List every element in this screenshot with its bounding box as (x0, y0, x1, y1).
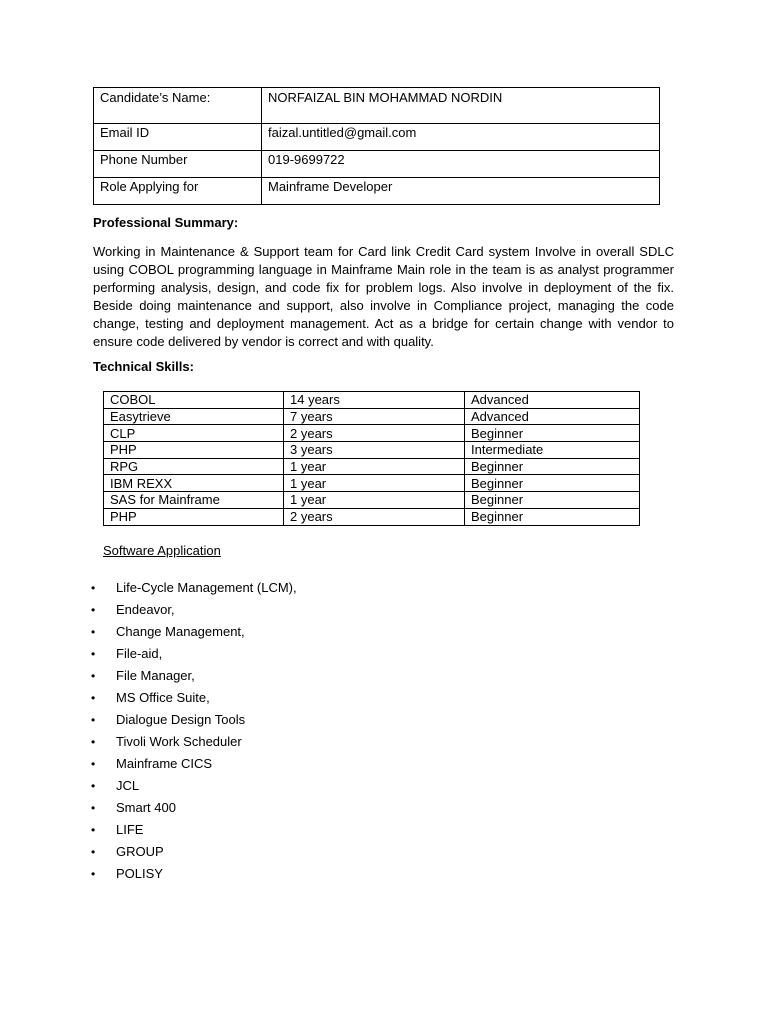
skill-years-cell: 7 years (284, 408, 465, 425)
skill-row (104, 392, 640, 409)
candidate-name-label: Candidate’s Name: (94, 88, 262, 124)
role-row (94, 178, 660, 205)
bullet-icon: • (91, 801, 96, 815)
bullet-icon: • (91, 845, 96, 859)
skill-row (104, 475, 640, 492)
software-item-label: Tivoli Work Scheduler (116, 734, 242, 749)
skill-row (104, 508, 640, 525)
skill-years-cell: 2 years (284, 425, 465, 442)
skill-level-cell: Intermediate (465, 442, 640, 459)
email-label: Email ID (94, 124, 262, 151)
phone-value: 019-9699722 (262, 151, 660, 178)
skill-level-cell: Advanced (465, 408, 640, 425)
skill-row (104, 408, 640, 425)
bullet-icon: • (91, 581, 96, 595)
skill-years-cell: 1 year (284, 475, 465, 492)
skill-level-cell: Beginner (465, 458, 640, 475)
skill-skill-cell: CLP (104, 425, 284, 442)
skill-row (104, 492, 640, 509)
software-item-label: Change Management, (116, 624, 245, 639)
software-application-heading: Software Application (103, 543, 221, 558)
bullet-icon: • (91, 647, 96, 661)
software-item-label: JCL (116, 778, 140, 793)
skill-skill-cell: COBOL (104, 392, 284, 409)
skill-skill-cell: PHP (104, 508, 284, 525)
software-item-label: Mainframe CICS (116, 756, 213, 771)
software-item-label: Dialogue Design Tools (116, 712, 246, 727)
skill-level-cell: Advanced (465, 392, 640, 409)
bullet-icon: • (91, 713, 96, 727)
skill-level-cell: Beginner (465, 425, 640, 442)
software-item-label: LIFE (116, 822, 144, 837)
skill-years-cell: 2 years (284, 508, 465, 525)
skill-skill-cell: PHP (104, 442, 284, 459)
skill-skill-cell: RPG (104, 458, 284, 475)
skill-row (104, 458, 640, 475)
skill-level-cell: Beginner (465, 492, 640, 509)
bullet-icon: • (91, 867, 96, 881)
role-label: Role Applying for (94, 178, 262, 205)
software-item-label: Smart 400 (116, 800, 176, 815)
software-item-label: File Manager, (116, 668, 195, 683)
software-item-label: Life-Cycle Management (LCM), (116, 580, 297, 595)
phone-label: Phone Number (94, 151, 262, 178)
skill-years-cell: 3 years (284, 442, 465, 459)
bullet-icon: • (91, 603, 96, 617)
bullet-icon: • (91, 669, 96, 683)
skill-row (104, 425, 640, 442)
skill-skill-cell: SAS for Mainframe (104, 492, 284, 509)
professional-summary-text: Working in Maintenance & Support team for Card link Credit Card system Involve in overall SDLC using COBOL programming language in Mainframe Main role in the team is as analyst programmer performing analysis, design, and code fix for problem logs. Also involve in deployment of the fix. Beside doing maintenance and support, also involve in Compliance project, managing the code change, testing and deployment management. Act as a bridge for certain change with vendor to ensure code delivered by vendor is correct and with quality. (93, 244, 674, 349)
candidate-name-row (94, 88, 660, 124)
bullet-icon: • (91, 625, 96, 639)
software-item-label: Endeavor, (116, 602, 175, 617)
skill-skill-cell: Easytrieve (104, 408, 284, 425)
skill-years-cell: 1 year (284, 492, 465, 509)
skill-level-cell: Beginner (465, 475, 640, 492)
software-item-label: GROUP (116, 844, 164, 859)
role-value: Mainframe Developer (262, 178, 660, 205)
candidate-name-value: NORFAIZAL BIN MOHAMMAD NORDIN (262, 88, 660, 124)
email-row (94, 124, 660, 151)
email-value: faizal.untitled@gmail.com (262, 124, 660, 151)
professional-summary-heading: Professional Summary: (93, 215, 239, 230)
skill-level-cell: Beginner (465, 508, 640, 525)
software-item-label: POLISY (116, 866, 163, 881)
skill-row (104, 442, 640, 459)
bullet-icon: • (91, 735, 96, 749)
bullet-icon: • (91, 779, 96, 793)
skill-years-cell: 1 year (284, 458, 465, 475)
bullet-icon: • (91, 823, 96, 837)
skill-skill-cell: IBM REXX (104, 475, 284, 492)
software-item-label: File-aid, (116, 646, 163, 661)
technical-skills-heading: Technical Skills: (93, 359, 194, 374)
software-item-label: MS Office Suite, (116, 690, 210, 705)
technical-skills-table (103, 391, 640, 526)
bullet-icon: • (91, 757, 96, 771)
bullet-icon: • (91, 691, 96, 705)
candidate-info-table (93, 87, 660, 205)
phone-row (94, 151, 660, 178)
skill-years-cell: 14 years (284, 392, 465, 409)
